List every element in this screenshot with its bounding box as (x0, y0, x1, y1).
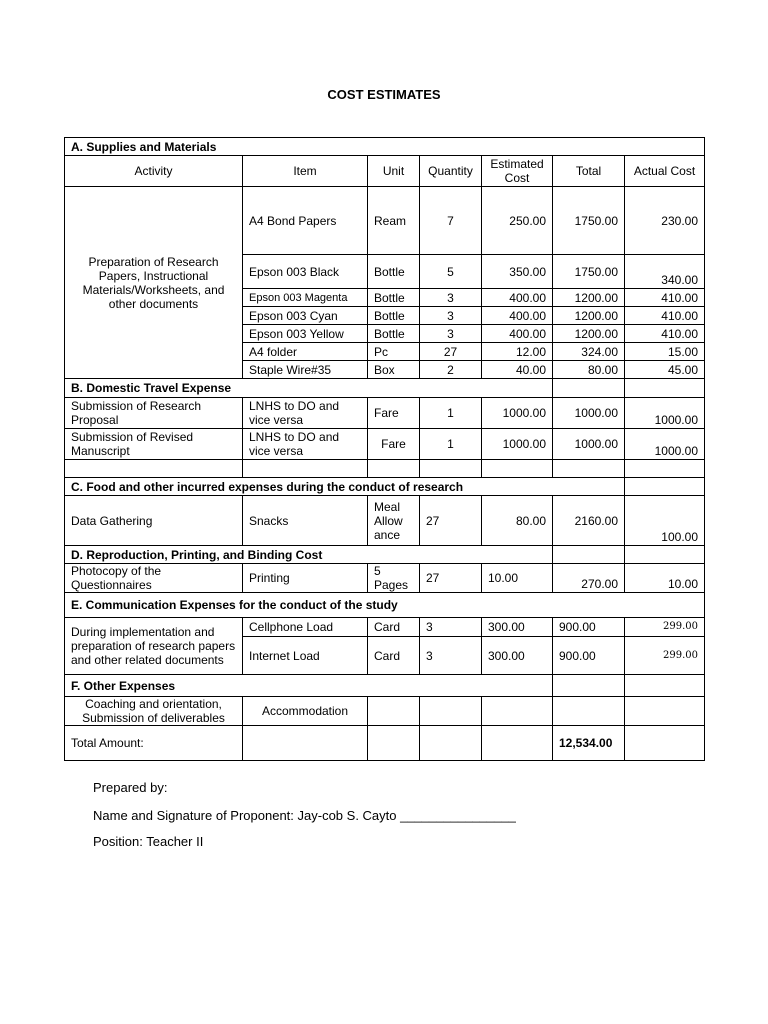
header-quantity: Quantity (420, 156, 482, 187)
estimated-cost-cell: 400.00 (482, 289, 553, 307)
item-cell: LNHS to DO and vice versa (243, 398, 368, 429)
empty-row (65, 460, 705, 478)
empty-cell (553, 379, 625, 398)
item-cell: Printing (243, 564, 368, 593)
item-cell: Epson 003 Magenta (243, 289, 368, 307)
total-cell: 80.00 (553, 361, 625, 379)
table-row (65, 496, 705, 546)
table-row (65, 618, 705, 637)
activity-cell: Photocopy of the Questionnaires (65, 564, 243, 593)
item-cell: Epson 003 Black (243, 255, 368, 289)
actual-cost-cell: 15.00 (625, 343, 705, 361)
table-row (65, 697, 705, 726)
actual-cost-cell: 410.00 (625, 289, 705, 307)
actual-cost-cell: 45.00 (625, 361, 705, 379)
empty-cell (625, 726, 705, 761)
empty-cell (625, 460, 705, 478)
table-row (65, 398, 705, 429)
unit-cell: Card (368, 637, 420, 675)
actual-cost-cell: 10.00 (625, 564, 705, 593)
table-row (65, 429, 705, 460)
column-header-row (65, 156, 705, 187)
communication-activity: During implementation and preparation of research papers and other related documents (65, 618, 243, 675)
empty-cell (368, 460, 420, 478)
section-e-title: E. Communication Expenses for the conduct of the study (65, 593, 705, 618)
actual-cost-cell: 1000.00 (625, 429, 705, 460)
item-cell: Epson 003 Cyan (243, 307, 368, 325)
supplies-activity: Preparation of Research Papers, Instructional Materials/Worksheets, and other documents (65, 187, 243, 379)
actual-cost-cell: 410.00 (625, 307, 705, 325)
unit-cell: Meal Allow ance (368, 496, 420, 546)
empty-cell (420, 697, 482, 726)
cost-estimates-table (64, 137, 705, 761)
total-row (65, 726, 705, 761)
quantity-cell: 3 (420, 289, 482, 307)
empty-cell (553, 460, 625, 478)
section-header-row (65, 675, 705, 697)
estimated-cost-cell: 300.00 (482, 618, 553, 637)
section-b-title: B. Domestic Travel Expense (65, 379, 553, 398)
empty-cell (482, 726, 553, 761)
total-cell: 900.00 (553, 637, 625, 675)
actual-cost-cell: 230.00 (625, 187, 705, 255)
total-cell: 1750.00 (553, 187, 625, 255)
activity-cell: Submission of Revised Manuscript (65, 429, 243, 460)
item-cell: Epson 003 Yellow (243, 325, 368, 343)
item-cell: Internet Load (243, 637, 368, 675)
section-header-row (65, 546, 705, 564)
actual-cost-cell: 299.00 (625, 637, 705, 675)
total-amount-value: 12,534.00 (553, 726, 625, 761)
total-cell: 1000.00 (553, 398, 625, 429)
empty-cell (420, 460, 482, 478)
empty-cell (482, 697, 553, 726)
header-actual-cost: Actual Cost (625, 156, 705, 187)
section-header-row (65, 593, 705, 618)
header-activity: Activity (65, 156, 243, 187)
estimated-cost-cell: 400.00 (482, 325, 553, 343)
estimated-cost-cell: 12.00 (482, 343, 553, 361)
actual-cost-cell: 410.00 (625, 325, 705, 343)
empty-cell (368, 726, 420, 761)
quantity-cell: 7 (420, 187, 482, 255)
actual-cost-cell: 100.00 (625, 496, 705, 546)
unit-cell: Ream (368, 187, 420, 255)
total-cell: 900.00 (553, 618, 625, 637)
empty-cell (243, 460, 368, 478)
quantity-cell: 27 (420, 496, 482, 546)
unit-cell: Box (368, 361, 420, 379)
empty-cell (482, 460, 553, 478)
quantity-cell: 2 (420, 361, 482, 379)
estimated-cost-cell: 10.00 (482, 564, 553, 593)
header-total: Total (553, 156, 625, 187)
estimated-cost-cell: 400.00 (482, 307, 553, 325)
total-cell: 2160.00 (553, 496, 625, 546)
activity-cell: Data Gathering (65, 496, 243, 546)
total-cell: 1200.00 (553, 289, 625, 307)
estimated-cost-cell: 40.00 (482, 361, 553, 379)
item-cell: Snacks (243, 496, 368, 546)
empty-cell (625, 675, 705, 697)
quantity-cell: 3 (420, 618, 482, 637)
proponent-name-line: Name and Signature of Proponent: Jay-cob S. Cayto ________________ (93, 808, 516, 823)
page-title: COST ESTIMATES (327, 87, 441, 102)
quantity-cell: 3 (420, 325, 482, 343)
empty-cell (625, 478, 705, 496)
item-cell: A4 folder (243, 343, 368, 361)
quantity-cell: 27 (420, 343, 482, 361)
item-cell: LNHS to DO and vice versa (243, 429, 368, 460)
quantity-cell: 27 (420, 564, 482, 593)
section-c-title: C. Food and other incurred expenses during the conduct of research (65, 478, 625, 496)
unit-cell: Bottle (368, 255, 420, 289)
prepared-by-label: Prepared by: (93, 780, 168, 795)
quantity-cell: 1 (420, 398, 482, 429)
quantity-cell: 3 (420, 307, 482, 325)
activity-cell: Coaching and orientation, Submission of deliverables (65, 697, 243, 726)
estimated-cost-cell: 1000.00 (482, 429, 553, 460)
section-header-row (65, 478, 705, 496)
empty-cell (553, 697, 625, 726)
empty-cell (625, 379, 705, 398)
quantity-cell: 3 (420, 637, 482, 675)
empty-cell (420, 726, 482, 761)
unit-cell: Bottle (368, 289, 420, 307)
section-d-title: D. Reproduction, Printing, and Binding Cost (65, 546, 553, 564)
table-row (65, 187, 705, 255)
item-cell: Staple Wire#35 (243, 361, 368, 379)
quantity-cell: 5 (420, 255, 482, 289)
empty-cell (368, 697, 420, 726)
section-header-row (65, 379, 705, 398)
estimated-cost-cell: 1000.00 (482, 398, 553, 429)
total-cell: 1750.00 (553, 255, 625, 289)
empty-cell (65, 460, 243, 478)
position-line: Position: Teacher II (93, 834, 204, 849)
unit-cell: Fare (368, 398, 420, 429)
estimated-cost-cell: 350.00 (482, 255, 553, 289)
section-header-row (65, 138, 705, 156)
total-cell: 324.00 (553, 343, 625, 361)
empty-cell (553, 546, 625, 564)
estimated-cost-cell: 300.00 (482, 637, 553, 675)
table-row (65, 564, 705, 593)
estimated-cost-cell: 250.00 (482, 187, 553, 255)
item-cell: Accommodation (243, 697, 368, 726)
item-cell: A4 Bond Papers (243, 187, 368, 255)
header-item: Item (243, 156, 368, 187)
unit-cell: Bottle (368, 325, 420, 343)
empty-cell (625, 697, 705, 726)
actual-cost-cell: 1000.00 (625, 398, 705, 429)
section-a-title: A. Supplies and Materials (65, 138, 705, 156)
unit-cell: Fare (368, 429, 420, 460)
item-cell: Cellphone Load (243, 618, 368, 637)
header-estimated-cost: Estimated Cost (482, 156, 553, 187)
quantity-cell: 1 (420, 429, 482, 460)
actual-cost-cell: 340.00 (625, 255, 705, 289)
actual-cost-cell: 299.00 (625, 618, 705, 637)
empty-cell (243, 726, 368, 761)
total-cell: 1200.00 (553, 307, 625, 325)
section-f-title: F. Other Expenses (65, 675, 553, 697)
empty-cell (553, 675, 625, 697)
total-amount-label: Total Amount: (65, 726, 243, 761)
total-cell: 1000.00 (553, 429, 625, 460)
unit-cell: Bottle (368, 307, 420, 325)
total-cell: 1200.00 (553, 325, 625, 343)
header-unit: Unit (368, 156, 420, 187)
unit-cell: Card (368, 618, 420, 637)
total-cell: 270.00 (553, 564, 625, 593)
estimated-cost-cell: 80.00 (482, 496, 553, 546)
unit-cell: 5 Pages (368, 564, 420, 593)
unit-cell: Pc (368, 343, 420, 361)
activity-cell: Submission of Research Proposal (65, 398, 243, 429)
empty-cell (625, 546, 705, 564)
